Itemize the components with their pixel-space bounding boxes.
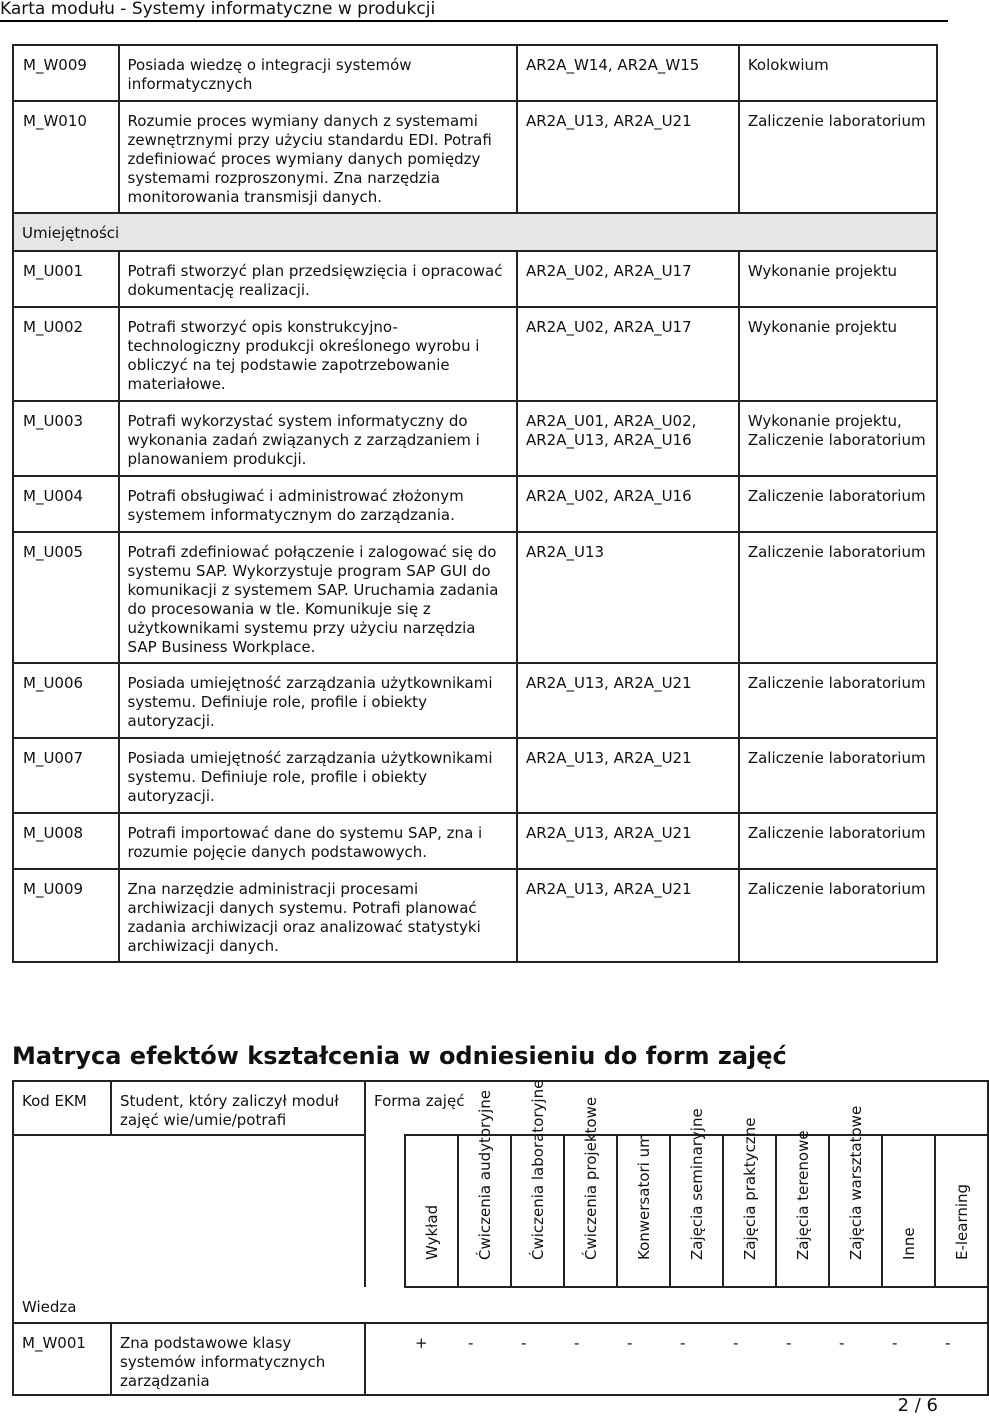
blank-cell	[13, 1135, 365, 1287]
effects-cell: AR2A_U01, AR2A_U02, AR2A_U13, AR2A_U16	[517, 401, 739, 476]
form-mark: -	[723, 1323, 776, 1395]
spacer-cell	[365, 1323, 405, 1395]
form-mark: -	[670, 1323, 723, 1395]
form-mark: -	[511, 1323, 564, 1395]
form-label: Ćwiczenia projektowe	[581, 1096, 600, 1260]
table-row	[13, 1323, 988, 1395]
description-cell: Posiada umiejętność zarządzania użytkownikami systemu. Definiuje role, profile i obiekty autoryzacji.	[119, 663, 517, 738]
effects-cell: AR2A_U13, AR2A_U21	[517, 101, 739, 213]
description-cell: Posiada wiedzę o integracji systemów informatycznych	[119, 45, 517, 101]
form-label: Ćwiczenia laboratoryjne	[528, 1079, 547, 1260]
matrix-forms-row	[13, 1135, 988, 1287]
form-header	[670, 1108, 723, 1287]
code-cell: M_W009	[13, 45, 119, 101]
description-cell: Posiada umiejętność zarządzania użytkownikami systemu. Definiuje role, profile i obiekty autoryzacji.	[119, 738, 517, 813]
form-mark: -	[617, 1323, 670, 1395]
method-cell: Zaliczenie laboratorium	[739, 663, 937, 738]
header-title: Karta modułu - Systemy informatyczne w produkcji	[0, 0, 436, 19]
section-label: Umiejętności	[13, 213, 937, 251]
code-cell: M_W010	[13, 101, 119, 213]
table-row	[13, 45, 937, 101]
header-student: Student, który zaliczył moduł zajęć wie/umie/potrafi	[111, 1081, 365, 1135]
spacer-cell	[365, 1135, 405, 1287]
effects-cell: AR2A_U13, AR2A_U21	[517, 663, 739, 738]
form-mark: -	[776, 1323, 829, 1395]
form-mark: -	[829, 1323, 882, 1395]
effects-cell: AR2A_U13, AR2A_U21	[517, 813, 739, 869]
form-label: E-learning	[952, 1183, 971, 1260]
method-cell: Zaliczenie laboratorium	[739, 101, 937, 213]
table-row	[13, 663, 937, 738]
description-cell: Zna podstawowe klasy systemów informatycznych zarządzania	[111, 1323, 365, 1395]
code-cell: M_U001	[13, 251, 119, 307]
form-mark: -	[935, 1323, 988, 1395]
code-cell: M_U008	[13, 813, 119, 869]
effects-cell: AR2A_U13, AR2A_U21	[517, 738, 739, 813]
page-number: 2 / 6	[897, 1395, 938, 1416]
table-row	[13, 813, 937, 869]
form-mark: -	[882, 1323, 935, 1395]
effects-cell: AR2A_U13, AR2A_U21	[517, 869, 739, 962]
method-cell: Wykonanie projektu	[739, 307, 937, 401]
table-row	[13, 307, 937, 401]
header-forma: Forma zajęć	[365, 1081, 988, 1135]
matrix-title: Matryca efektów kształcenia w odniesieniu do form zajęć	[12, 1042, 787, 1070]
form-mark: -	[458, 1323, 511, 1395]
description-cell: Zna narzędzie administracji procesami archiwizacji danych systemu. Potrafi planować zadania archiwizacji oraz analizować statystyki archiwizacji danych.	[119, 869, 517, 962]
code-cell: M_U005	[13, 532, 119, 663]
effects-cell: AR2A_U02, AR2A_U17	[517, 307, 739, 401]
matrix-header-row	[13, 1081, 988, 1135]
description-cell: Potrafi wykorzystać system informatyczny do wykonania zadań związanych z zarządzaniem i planowaniem produkcji.	[119, 401, 517, 476]
table-row	[13, 869, 937, 962]
learning-outcomes-table	[12, 44, 938, 963]
code-cell: M_U004	[13, 476, 119, 532]
method-cell: Zaliczenie laboratorium	[739, 869, 937, 962]
form-label: Ćwiczenia audytoryjne	[475, 1090, 494, 1260]
method-cell: Zaliczenie laboratorium	[739, 813, 937, 869]
form-mark: +	[405, 1323, 458, 1395]
section-label: Wiedza	[13, 1287, 988, 1323]
effects-cell: AR2A_U02, AR2A_U16	[517, 476, 739, 532]
form-header	[829, 1105, 882, 1287]
description-cell: Potrafi stworzyć plan przedsięwzięcia i opracować dokumentację realizacji.	[119, 251, 517, 307]
table-row	[13, 251, 937, 307]
description-cell: Potrafi obsługiwać i administrować złożonym systemem informatycznym do zarządzania.	[119, 476, 517, 532]
form-label: Wykład	[422, 1204, 441, 1260]
code-cell: M_U002	[13, 307, 119, 401]
form-header	[511, 1079, 564, 1287]
form-header	[882, 1135, 935, 1287]
effects-cell: AR2A_W14, AR2A_W15	[517, 45, 739, 101]
table-row	[13, 738, 937, 813]
form-label: Zajęcia terenowe	[793, 1130, 812, 1260]
method-cell: Wykonanie projektu, Zaliczenie laboratorium	[739, 401, 937, 476]
form-header	[935, 1135, 988, 1287]
section-row	[13, 1287, 988, 1323]
form-header	[617, 1135, 670, 1287]
form-label: Zajęcia praktyczne	[740, 1117, 759, 1260]
table-row	[13, 476, 937, 532]
form-header	[564, 1096, 617, 1287]
description-cell: Potrafi importować dane do systemu SAP, zna i rozumie pojęcie danych podstawowych.	[119, 813, 517, 869]
code-cell: M_U007	[13, 738, 119, 813]
form-header	[458, 1090, 511, 1287]
table-row	[13, 401, 937, 476]
method-cell: Wykonanie projektu	[739, 251, 937, 307]
description-cell: Rozumie proces wymiany danych z systemami zewnętrznymi przy użyciu standardu EDI. Potrafi zdefiniować proces wymiany danych pomiędzy systemami rozproszonymi. Zna narzędzia monitorowania transmisji danych.	[119, 101, 517, 213]
table-row	[13, 532, 937, 663]
description-cell: Potrafi stworzyć opis konstrukcyjno-technologiczny produkcji określonego wyrobu i obliczyć na tej podstawie zapotrzebowanie materiałowe.	[119, 307, 517, 401]
form-label: Zajęcia warsztatowe	[846, 1105, 865, 1260]
method-cell: Zaliczenie laboratorium	[739, 738, 937, 813]
code-cell: M_W001	[13, 1323, 111, 1395]
header-code: Kod EKM	[13, 1081, 111, 1135]
page-header	[0, 0, 948, 22]
table-row	[13, 101, 937, 213]
form-label: Inne	[899, 1227, 918, 1260]
method-cell: Kolokwium	[739, 45, 937, 101]
section-row	[13, 213, 937, 251]
form-header	[405, 1135, 458, 1287]
description-cell: Potrafi zdefiniować połączenie i zalogować się do systemu SAP. Wykorzystuje program SAP GUI do komunikacji z systemem SAP. Uruchamia zadania do procesowania w tle. Komunikuje się z użytkownikami systemu przy użyciu narzędzia SAP Business Workplace.	[119, 532, 517, 663]
code-cell: M_U009	[13, 869, 119, 962]
code-cell: M_U003	[13, 401, 119, 476]
form-mark: -	[564, 1323, 617, 1395]
method-cell: Zaliczenie laboratorium	[739, 476, 937, 532]
code-cell: M_U006	[13, 663, 119, 738]
effects-cell: AR2A_U02, AR2A_U17	[517, 251, 739, 307]
method-cell: Zaliczenie laboratorium	[739, 532, 937, 663]
form-header	[723, 1117, 776, 1287]
form-label: Zajęcia seminaryjne	[687, 1108, 706, 1260]
effects-cell: AR2A_U13	[517, 532, 739, 663]
matrix-table	[12, 1080, 989, 1396]
form-header	[776, 1130, 829, 1287]
form-label: Konwersatori um	[634, 1133, 653, 1260]
